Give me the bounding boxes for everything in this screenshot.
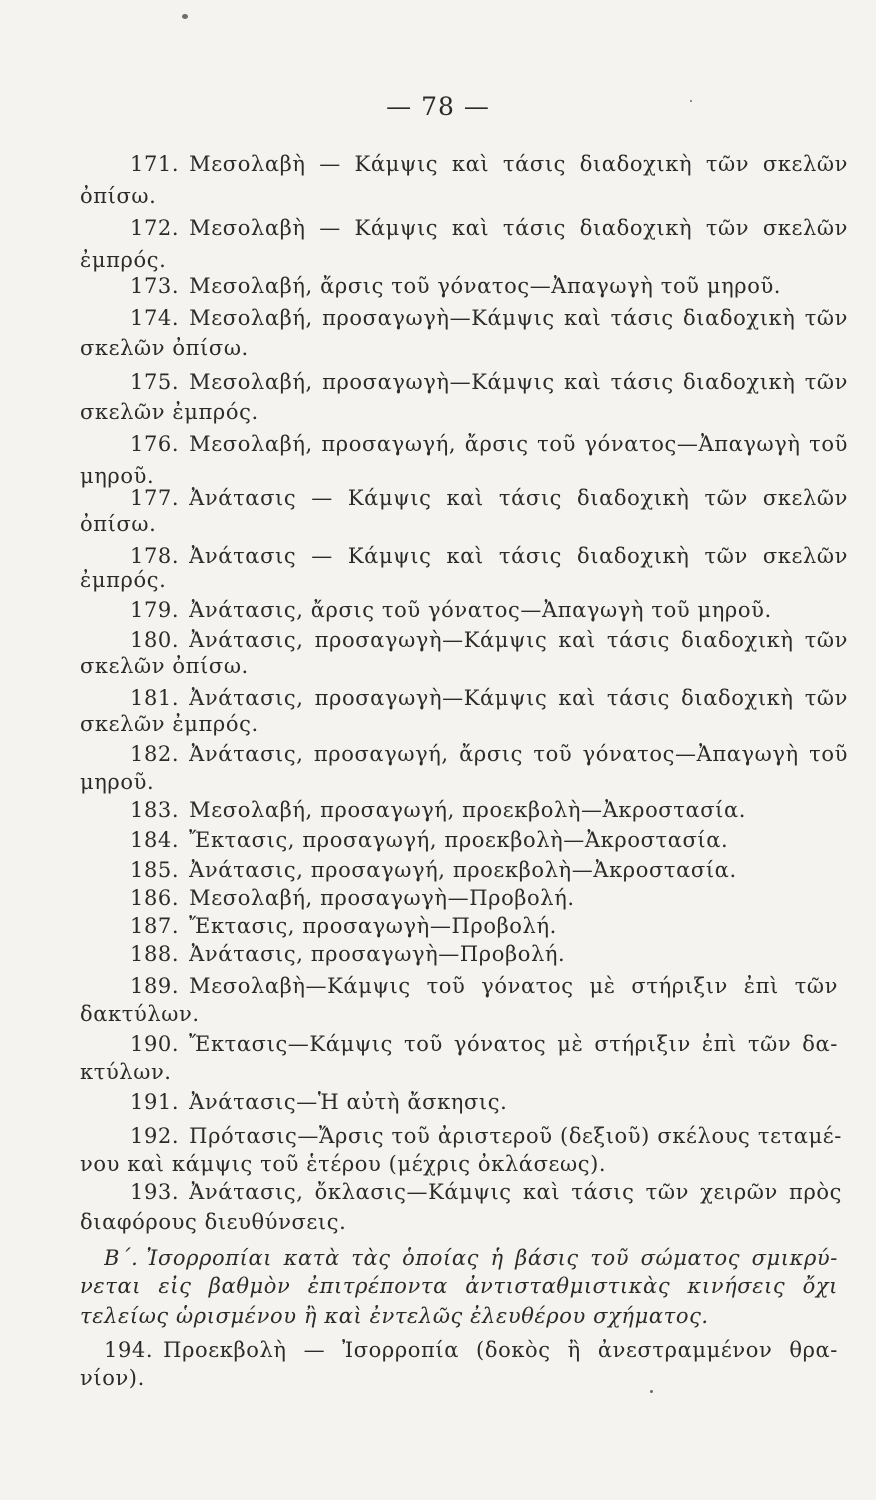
entry-continuation: διαφόρους διευθύνσεις. [80,1210,347,1234]
entry-text: Πρότασις—Ἄρσις τοῦ ἀριστεροῦ (δεξιοῦ) σκέλους τεταμέ- [189,1124,842,1148]
entry-number: 172. [130,216,180,240]
entry-line [130,304,848,332]
entry-number: 187. [130,914,180,938]
entry-continuation: μηροῦ. [80,770,155,794]
entry-number: 192. [130,1124,180,1148]
entry-number: 190. [130,1032,180,1056]
entry-line [130,684,848,712]
section-heading [104,1244,838,1272]
entry-line [130,272,781,300]
entry-text: Ἀνάτασις, ὄκλασις—Κάμψις καὶ τάσις τῶν χειρῶν πρὸς [189,1180,842,1204]
entry-line [130,912,557,940]
entry-number: 184. [130,828,180,852]
entry-number: 177. [130,486,180,510]
entry-line [130,1030,838,1058]
entry-text: Προεκβολὴ — Ἰσορροπία (δοκὸς ἢ ἀνεστραμμένον θρα- [163,1338,838,1362]
entry-text: Ἀνάτασις, προσαγωγὴ—Κάμψις καὶ τάσις διαδοχικὴ τῶν [189,628,848,652]
entry-number: 188. [130,942,180,966]
entry-line [130,368,848,396]
entry-line [130,430,848,458]
section-mark: Β΄. [104,1246,139,1270]
entry-number: 176. [130,432,180,456]
entry-continuation: ἐμπρός. [80,568,167,592]
entry-text: Ἔκτασις, προσαγωγή, προεκβολὴ—Ἀκροστασία. [189,828,729,852]
entry-number: 182. [130,742,180,766]
entry-text: Μεσολαβὴ—Κάμψις τοῦ γόνατος μὲ στήριξιν ἐπὶ τῶν [189,974,838,998]
entry-continuation: ὀπίσω. [80,184,157,208]
entry-text: Μεσολαβή, προσαγωγή, ἄρσις τοῦ γόνατος—Ἀπαγωγὴ τοῦ [189,432,848,456]
entry-line [130,542,848,570]
entry-continuation: δακτύλων. [80,1002,200,1026]
entry-text: Ἔκτασις, προσαγωγὴ—Προβολή. [189,914,557,938]
entry-continuation: νου καὶ κάμψις τοῦ ἑτέρου (μέχρις ὀκλάσεως). [80,1152,607,1176]
entry-text: Ἀνάτασις — Κάμψις καὶ τάσις διαδοχικὴ τῶν σκελῶν [189,544,848,568]
entry-line [130,740,848,768]
entry-text: Ἀνάτασις, προσαγωγὴ—Κάμψις καὶ τάσις διαδοχικὴ τῶν [189,686,848,710]
entry-text: Ἀνάτασις — Κάμψις καὶ τάσις διαδοχικὴ τῶν σκελῶν [189,486,848,510]
section-continuation: τελείως ὡρισμένου ἢ καὶ ἐντελῶς ἐλευθέρου σχήματος. [80,1304,709,1328]
entry-text: Μεσολαβή, ἄρσις τοῦ γόνατος—Ἀπαγωγὴ τοῦ μηροῦ. [189,274,782,298]
entry-continuation: νίον). [80,1366,145,1390]
entry-text: Ἀνάτασις, προσαγωγή, προεκβολὴ—Ἀκροστασία. [189,858,737,882]
entry-continuation: σκελῶν ὀπίσω. [80,654,249,678]
entry-line [130,972,838,1000]
entry-number: 179. [130,598,180,622]
ink-speck [650,1390,653,1393]
section-continuation: νεται εἰς βαθμὸν ἐπιτρέποντα ἀντισταθμιστικὰς κινήσεις ὄχι [80,1274,838,1298]
entry-line [130,214,848,242]
entry-text: Μεσολαβή, προσαγωγή, προεκβολὴ—Ἀκροστασία. [189,798,747,822]
entry-line [130,796,746,824]
entry-text: Ἀνάτασις—Ἡ αὐτὴ ἄσκησις. [189,1090,508,1114]
entry-line [130,1178,842,1206]
entry-number: 173. [130,274,180,298]
entry-line [130,1088,507,1116]
page-number: — 78 — [386,92,490,121]
entry-line [130,484,848,512]
entry-line [130,940,565,968]
entry-number: 194. [104,1338,154,1362]
entry-continuation: μηροῦ. [80,464,155,488]
entry-text: Ἀνάτασις, ἄρσις τοῦ γόνατος—Ἀπαγωγὴ τοῦ μηροῦ. [189,598,772,622]
entry-continuation: ὀπίσω. [80,512,157,536]
entry-line [130,596,772,624]
entry-number: 174. [130,306,180,330]
entry-text: Μεσολαβή, προσαγωγὴ—Προβολή. [189,886,575,910]
entry-number: 175. [130,370,180,394]
entry-text: Μεσολαβή, προσαγωγὴ—Κάμψις καὶ τάσις διαδοχικὴ τῶν [189,370,848,394]
entry-line [130,856,737,884]
entry-line [130,1122,842,1150]
entry-continuation: σκελῶν ἐμπρός. [80,712,259,736]
entry-number: 185. [130,858,180,882]
section-text: Ἰσορροπίαι κατὰ τὰς ὁποίας ἡ βάσις τοῦ σώματος σμικρύ- [146,1246,838,1270]
entry-text: Ἔκτασις—Κάμψις τοῦ γόνατος μὲ στήριξιν ἐπὶ τῶν δα- [189,1032,838,1056]
entry-line [130,884,575,912]
entry-number: 186. [130,886,180,910]
entry-number: 171. [130,152,180,176]
ink-speck [690,100,692,102]
entry-continuation: σκελῶν ἐμπρός. [80,400,259,424]
entry-line [104,1336,838,1364]
entry-number: 178. [130,544,180,568]
entry-line [130,626,848,654]
entry-text: Μεσολαβὴ — Κάμψις καὶ τάσις διαδοχικὴ τῶν σκελῶν [189,216,848,240]
entry-text: Μεσολαβὴ — Κάμψις καὶ τάσις διαδοχικὴ τῶν σκελῶν [189,152,848,176]
entry-number: 181. [130,686,180,710]
ink-speck [182,14,188,19]
entry-continuation: κτύλων. [80,1060,172,1084]
entry-continuation: σκελῶν ὀπίσω. [80,336,249,360]
entry-number: 191. [130,1090,180,1114]
entry-line [130,826,728,854]
entry-text: Ἀνάτασις, προσαγωγὴ—Προβολή. [189,942,566,966]
entry-continuation: ἐμπρός. [80,248,167,272]
entry-number: 183. [130,798,180,822]
entry-number: 180. [130,628,180,652]
entry-number: 193. [130,1180,180,1204]
entry-text: Μεσολαβή, προσαγωγὴ—Κάμψις καὶ τάσις διαδοχικὴ τῶν [189,306,848,330]
entry-line [130,150,848,178]
entry-text: Ἀνάτασις, προσαγωγή, ἄρσις τοῦ γόνατος—Ἀπαγωγὴ τοῦ [189,742,848,766]
entry-number: 189. [130,974,180,998]
